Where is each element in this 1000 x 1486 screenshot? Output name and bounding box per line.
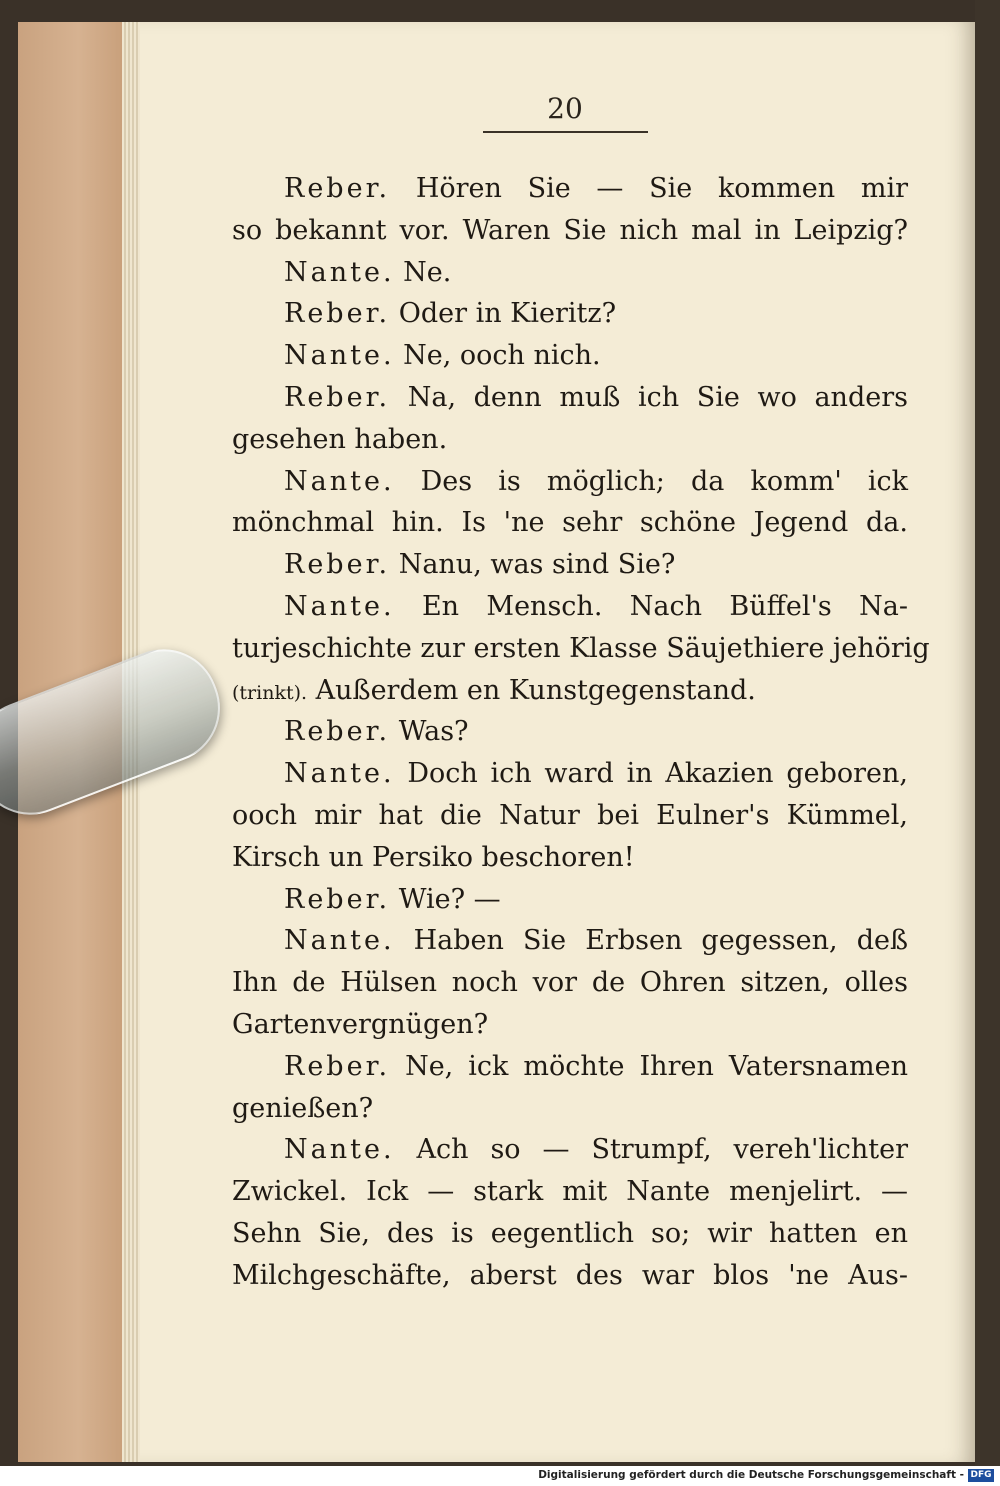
page-number: 20 xyxy=(547,92,583,125)
line-text: Milchgeschäfte, aberst des war blos 'ne Aus- xyxy=(232,1259,908,1291)
text-line xyxy=(232,461,908,503)
text-line xyxy=(232,168,908,210)
text-line xyxy=(232,586,908,628)
line-text: mönchmal hin. Is 'ne sehr schöne Jegend da. xyxy=(232,507,908,539)
text-line xyxy=(232,502,908,544)
line-text: so bekannt vor. Waren Sie nich mal in Leipzig? xyxy=(232,214,908,246)
text-line xyxy=(232,1213,908,1255)
text-line xyxy=(232,795,908,837)
line-text: Zwickel. Ick — stark mit Nante menjelirt. — xyxy=(232,1176,908,1208)
text-line xyxy=(232,962,908,1004)
speaker-name: Nante. xyxy=(284,340,395,372)
text-line xyxy=(232,293,908,335)
speaker-name: Reber. xyxy=(284,716,391,748)
line-text: Kirsch un Persiko beschoren! xyxy=(232,841,635,873)
speaker-name: Reber. xyxy=(284,298,391,330)
line-text: gesehen haben. xyxy=(232,423,448,455)
text-line xyxy=(232,419,908,461)
text-line xyxy=(232,1255,908,1297)
speaker-name: Nante. xyxy=(284,758,395,790)
speaker-name: Nante. xyxy=(284,256,395,288)
line-text: Gartenvergnügen? xyxy=(232,1008,489,1040)
speaker-name: Reber. xyxy=(284,883,391,915)
line-text: Ne, ick möchte Ihren Vatersnamen xyxy=(405,1050,908,1082)
speaker-name: Reber. xyxy=(284,549,391,581)
speaker-name: Reber. xyxy=(284,173,391,204)
line-text: Hören Sie — Sie kommen mir xyxy=(415,173,908,204)
digitization-credit: Digitalisierung gefördert durch die Deutsche Forschungsgemeinschaft - xyxy=(538,1469,964,1481)
speaker-name: Reber. xyxy=(284,381,391,413)
line-text: ooch mir hat die Natur bei Eulner's Kümmel, xyxy=(232,799,908,831)
stage-direction: (trinkt). xyxy=(232,681,308,704)
line-text: Sehn Sie, des is eegentlich so; wir hatten en xyxy=(232,1217,908,1249)
speaker-name: Nante. xyxy=(284,590,395,622)
text-line xyxy=(232,210,908,252)
line-text: En Mensch. Nach Büffel's Na- xyxy=(421,590,908,622)
text-line xyxy=(232,1046,908,1088)
line-text: Ne. xyxy=(403,256,452,288)
speaker-name: Nante. xyxy=(284,465,395,497)
text-line xyxy=(232,753,908,795)
speaker-name: Nante. xyxy=(284,925,395,957)
text-line xyxy=(232,670,908,712)
text-line xyxy=(232,544,908,586)
text-line xyxy=(232,1171,908,1213)
text-line xyxy=(232,335,908,377)
line-text: Haben Sie Erbsen gegessen, deß xyxy=(413,925,908,957)
text-line xyxy=(232,837,908,879)
dfg-logo: DFG xyxy=(968,1469,994,1482)
text-line xyxy=(232,1088,908,1130)
dialogue-text xyxy=(232,168,930,1297)
line-text: Was? xyxy=(398,716,469,748)
line-text: Ihn de Hülsen noch vor de Ohren sitzen, olles xyxy=(232,967,908,999)
line-text: Doch ich ward in Akazien geboren, xyxy=(407,758,908,790)
speaker-name: Reber. xyxy=(284,1050,391,1082)
line-text: Ach so — Strumpf, vereh'lichter xyxy=(416,1134,908,1166)
text-line xyxy=(232,1004,908,1046)
line-text: Wie? — xyxy=(398,883,501,915)
line-text: Des is möglich; da komm' ick xyxy=(420,465,908,497)
text-line xyxy=(232,711,908,753)
text-line xyxy=(232,879,908,921)
line-text: Oder in Kieritz? xyxy=(398,298,617,330)
speaker-name: Nante. xyxy=(284,1134,395,1166)
line-text: turjeschichte zur ersten Klasse Säujethiere jehörig xyxy=(232,632,930,664)
text-line xyxy=(232,377,908,419)
line-text: Ne, ooch nich. xyxy=(403,340,601,372)
footer-bar xyxy=(0,1466,1000,1486)
line-text: Außerdem en Kunstgegenstand. xyxy=(315,674,756,706)
text-line xyxy=(232,252,908,294)
line-text: Na, denn muß ich Sie wo anders xyxy=(407,381,908,413)
text-line xyxy=(232,628,930,670)
text-line xyxy=(232,1129,908,1171)
header-rule xyxy=(483,131,648,133)
line-text: Nanu, was sind Sie? xyxy=(398,549,676,581)
line-text: genießen? xyxy=(232,1092,374,1124)
scan-border-right xyxy=(975,0,1000,1466)
text-line xyxy=(232,920,908,962)
